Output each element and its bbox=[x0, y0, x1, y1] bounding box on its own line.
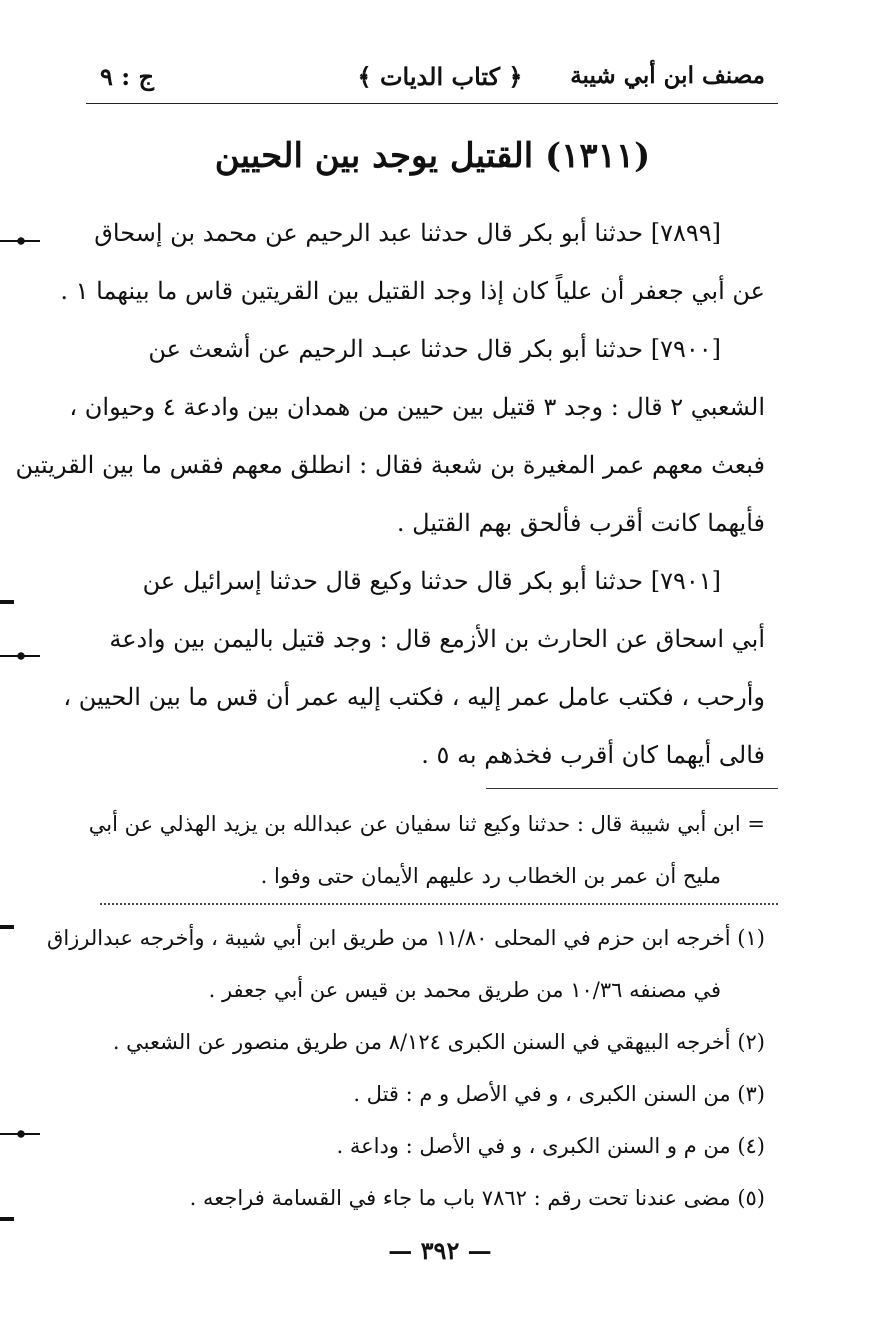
text-line: فأيهما كانت أقرب فألحق بهم القتيل . bbox=[396, 509, 765, 537]
footnote-line: في مصنفه ١٠/٣٦ من طريق محمد بن قيس عن أبي جعفر . bbox=[208, 978, 721, 1002]
footnote-line: (٥) مضى عندنا تحت رقم : ٧٨٦٢ باب ما جاء في القسامة فراجعه . bbox=[189, 1186, 765, 1210]
footnote-line: = ابن أبي شيبة قال : حدثنا وكيع ثنا سفيان عن عبدالله بن يزيد الهذلي عن أبي bbox=[88, 812, 765, 836]
footnote-separator bbox=[486, 788, 778, 789]
margin-mark bbox=[0, 240, 40, 243]
margin-mark bbox=[0, 655, 40, 658]
text-line: [٧٩٠٠] حدثنا أبو بكر قال حدثنا عبـد الرحيم عن أشعث عن bbox=[148, 335, 721, 363]
volume-number: ج : ٩ bbox=[100, 62, 154, 91]
text-line: الشعبي ٢ قال : وجد ٣ قتيل بين حيين من همدان بين وادعة ٤ وحيوان ، bbox=[69, 393, 765, 421]
margin-mark bbox=[0, 600, 14, 604]
text-line: فالى أيهما كان أقرب فخذهم به ٥ . bbox=[421, 741, 765, 769]
text-line: فبعث معهم عمر المغيرة بن شعبة فقال : انطلق معهم فقس ما بين القريتين bbox=[15, 451, 765, 479]
footnotes bbox=[47, 912, 765, 1224]
margin-mark bbox=[0, 1217, 14, 1221]
text-line: [٧٨٩٩] حدثنا أبو بكر قال حدثنا عبد الرحيم عن محمد بن إسحاق bbox=[94, 219, 721, 247]
footnote-line: مليح أن عمر بن الخطاب رد عليهم الأيمان حتى وفوا . bbox=[260, 864, 721, 888]
carryover-footnote bbox=[88, 798, 765, 902]
footnote-line: (٢) أخرجه البيهقي في السنن الكبرى ٨/١٢٤ من طريق منصور عن الشعبي . bbox=[112, 1030, 765, 1054]
footnote-line: (١) أخرجه ابن حزم في المحلى ١١/٨٠ من طريق ابن أبي شيبة ، وأخرجه عبدالرزاق bbox=[47, 926, 765, 950]
running-header bbox=[100, 60, 765, 104]
text-line: عن أبي جعفر أن علياً كان إذا وجد القتيل بين القريتين قاس ما بينهما ١ . bbox=[60, 277, 765, 305]
text-line: [٧٩٠١] حدثنا أبو بكر قال حدثنا وكيع قال حدثنا إسرائيل عن bbox=[142, 567, 721, 595]
footnote-divider bbox=[100, 903, 778, 908]
main-text bbox=[15, 204, 765, 784]
margin-mark bbox=[0, 1133, 40, 1136]
book-title: مصنف ابن أبي شيبة bbox=[570, 62, 765, 89]
chapter-title: ﴿ كتاب الديات ﴾ bbox=[357, 62, 523, 91]
page-number: — ٣٩٢ — bbox=[388, 1236, 492, 1265]
section-title: (١٣١١) القتيل يوجد بين الحيين bbox=[214, 136, 651, 176]
margin-mark bbox=[0, 925, 14, 929]
text-line: أبي اسحاق عن الحارث بن الأزمع قال : وجد قتيل باليمن بين وادعة bbox=[109, 625, 765, 653]
header-rule bbox=[86, 103, 778, 104]
footnote-line: (٤) من م و السنن الكبرى ، و في الأصل : وداعة . bbox=[336, 1134, 765, 1158]
footnote-line: (٣) من السنن الكبرى ، و في الأصل و م : قتل . bbox=[353, 1082, 765, 1106]
text-line: وأرحب ، فكتب عامل عمر إليه ، فكتب إليه عمر أن قس ما بين الحيين ، bbox=[63, 683, 765, 711]
